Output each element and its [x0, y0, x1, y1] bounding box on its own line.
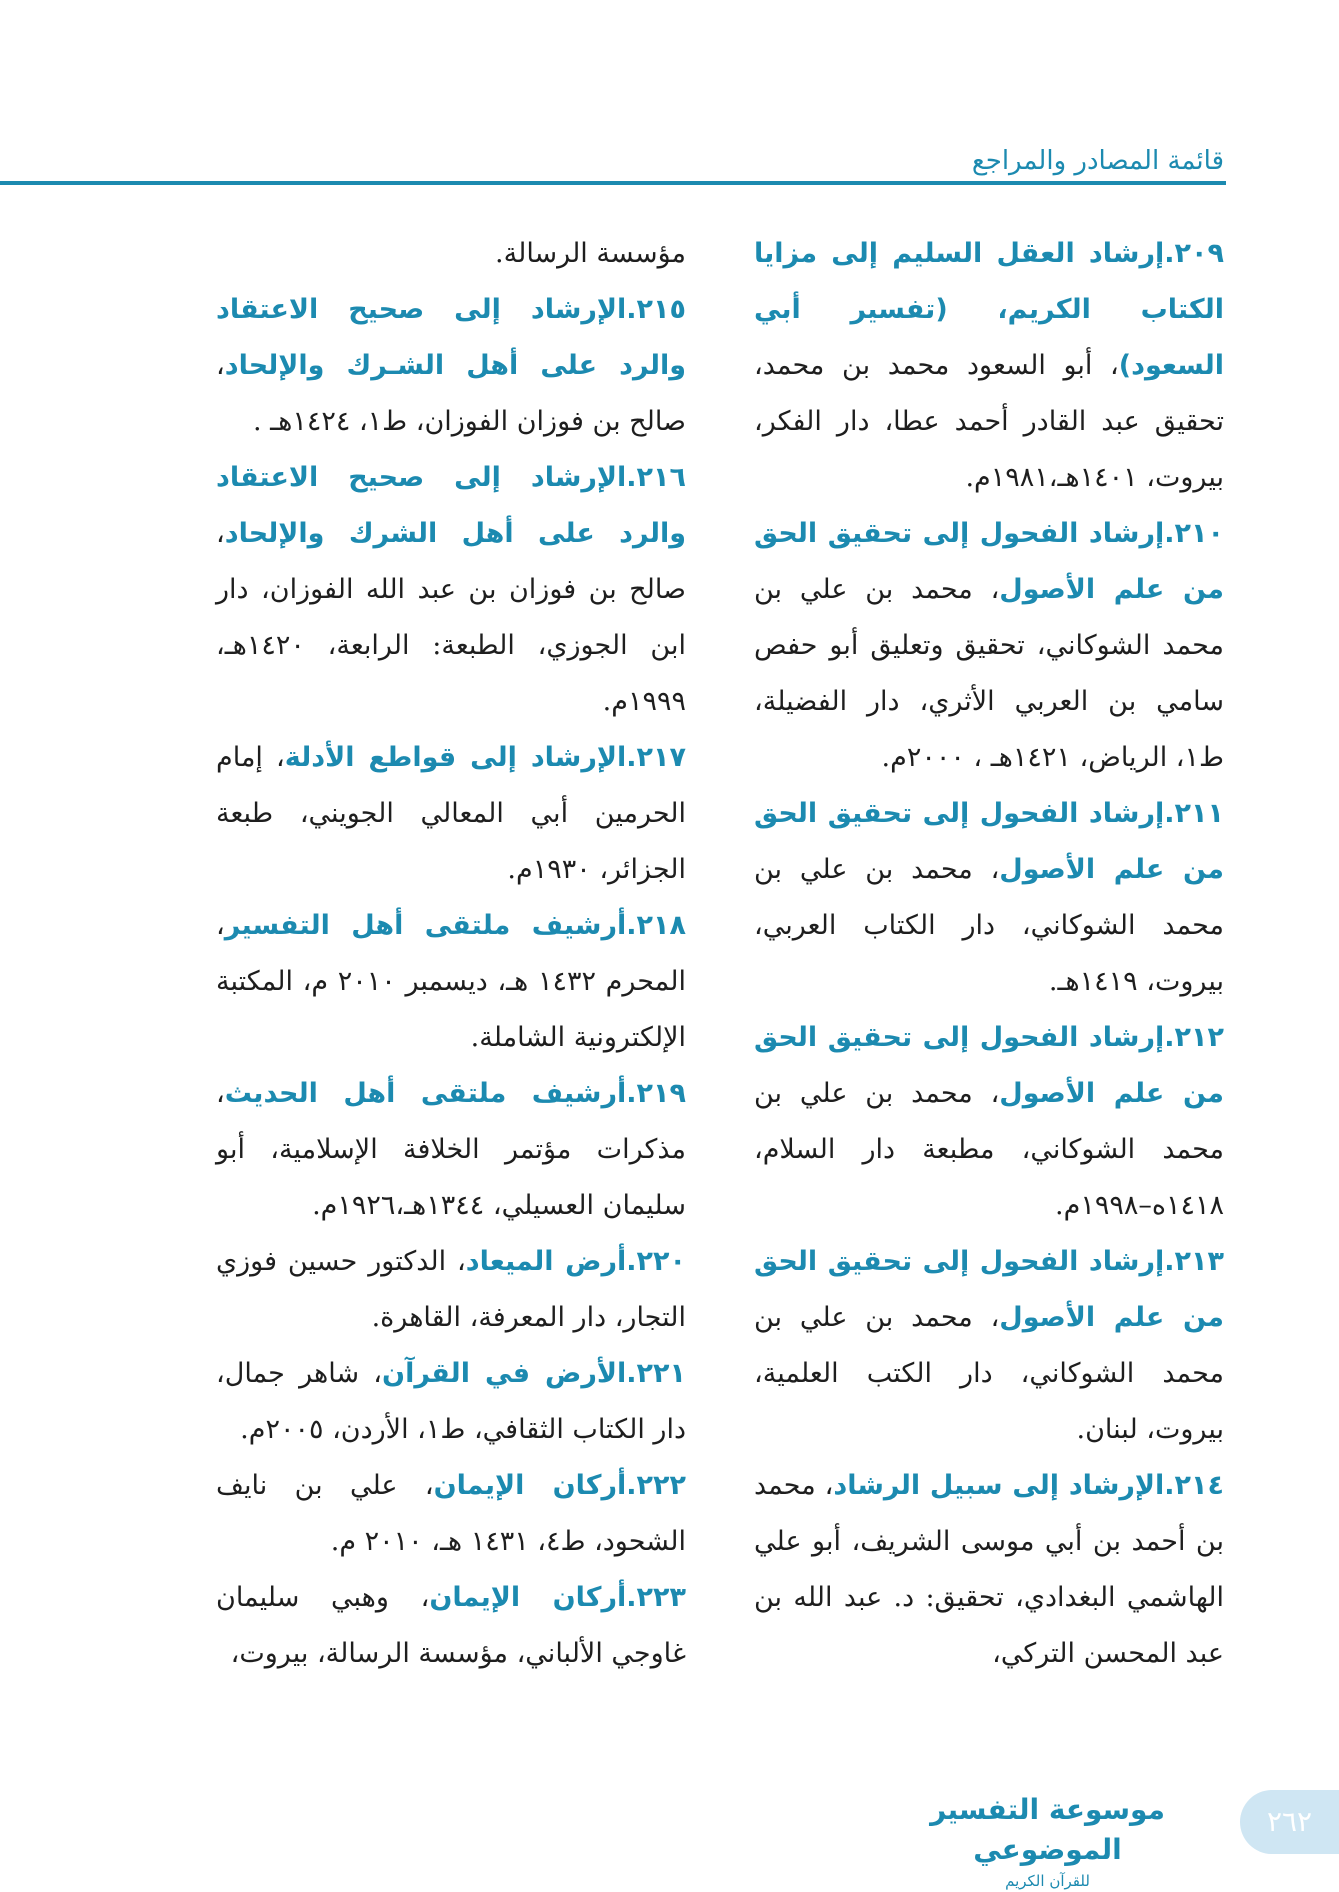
page-number-badge: ٢٦٢	[1240, 1790, 1339, 1854]
reference-number: ٢١١.	[1164, 798, 1224, 829]
reference-details: ، محمد بن علي بن محمد الشوكاني، دار الكتاب العربي، بيروت، ١٤١٩هـ.	[754, 854, 1224, 997]
reference-title: أركان الإيمان	[429, 1582, 627, 1613]
reference-number: ٢٢١.	[626, 1358, 686, 1389]
reference-entry	[216, 1458, 686, 1570]
reference-details: ، محمد بن علي بن محمد الشوكاني، تحقيق وتعليق أبو حفص سامي بن العربي الأثري، دار الفضيلة، ط١، الرياض، ١٤٢١هـ ، ٢٠٠٠م.	[754, 574, 1224, 773]
reference-number: ٢٠٩.	[1164, 238, 1224, 269]
reference-details: ، علي بن نايف الشحود، ط٤، ١٤٣١ هـ، ٢٠١٠ م.	[216, 1470, 686, 1557]
reference-details: ، إمام الحرمين أبي المعالي الجويني، طبعة الجزائر، ١٩٣٠م.	[216, 742, 686, 885]
reference-details: ، أبو السعود محمد بن محمد، تحقيق عبد القادر أحمد عطا، دار الفكر، بيروت، ١٤٠١هـ،١٩٨١م.	[754, 350, 1224, 493]
reference-details: ، مذكرات مؤتمر الخلافة الإسلامية، أبو سليمان العسيلي، ١٣٤٤هـ،١٩٢٦م.	[216, 1078, 686, 1221]
reference-details: ، وهبي سليمان غاوجي الألباني، مؤسسة الرسالة، بيروت،	[216, 1582, 686, 1669]
reference-number: ٢٢٢.	[626, 1470, 686, 1501]
reference-details: ، محمد بن أحمد بن أبي موسى الشريف، أبو علي الهاشمي البغدادي، تحقيق: د. عبد الله بن عبد المحسن التركي،	[754, 1470, 1224, 1669]
reference-title: إرشاد العقل السليم إلى مزايا الكتاب الكريم، (تفسير أبي السعود)	[754, 238, 1224, 381]
reference-number: ٢١٠.	[1164, 518, 1224, 549]
encyclopedia-logo	[905, 1790, 1190, 1890]
header-rule	[0, 181, 1226, 185]
reference-entry	[754, 1010, 1224, 1234]
reference-entry	[216, 282, 686, 450]
reference-title: أرض الميعاد	[465, 1246, 627, 1277]
reference-number: ٢١٥.	[626, 294, 686, 325]
references-column-left	[216, 226, 686, 1682]
reference-entry-continued	[216, 226, 686, 282]
reference-entry	[754, 786, 1224, 1010]
references-column-right	[754, 226, 1224, 1682]
reference-entry	[216, 1346, 686, 1458]
reference-entry	[216, 450, 686, 730]
running-header-title: قائمة المصادر والمراجع	[971, 146, 1224, 176]
reference-entry	[216, 1570, 686, 1682]
reference-entry	[216, 898, 686, 1066]
reference-entry	[754, 1458, 1224, 1682]
reference-details: ، صالح بن فوزان الفوزان، ط١، ١٤٢٤هـ .	[216, 350, 686, 437]
reference-title: إرشاد الفحول إلى تحقيق الحق من علم الأصول	[754, 518, 1224, 605]
logo-subtitle: للقرآن الكريم	[1005, 1872, 1090, 1890]
reference-details: ، شاهر جمال، دار الكتاب الثقافي، ط١، الأردن، ٢٠٠٥م.	[216, 1358, 686, 1445]
reference-title: إرشاد الفحول إلى تحقيق الحق من علم الأصول	[754, 798, 1224, 885]
reference-number: ٢٢٠.	[626, 1246, 686, 1277]
reference-details: ، الدكتور حسين فوزي التجار، دار المعرفة، القاهرة.	[216, 1246, 686, 1333]
reference-title: إرشاد الفحول إلى تحقيق الحق من علم الأصول	[754, 1022, 1224, 1109]
reference-entry	[216, 730, 686, 898]
logo-title: موسوعة التفسير الموضوعي	[930, 1793, 1165, 1866]
reference-entry	[216, 1234, 686, 1346]
reference-title: الإرشاد إلى سبيل الرشاد	[833, 1470, 1165, 1501]
reference-number: ٢١٩.	[626, 1078, 686, 1109]
reference-title: أرشيف ملتقى أهل التفسير	[224, 910, 627, 941]
reference-entry	[216, 1066, 686, 1234]
reference-number: ٢١٣.	[1164, 1246, 1224, 1277]
reference-number: ٢٢٣.	[626, 1582, 686, 1613]
reference-number: ٢١٦.	[626, 462, 686, 493]
reference-title: الإرشاد إلى صحيح الاعتقاد والرد على أهل الشرك والإلحاد	[216, 462, 686, 549]
reference-title: الإرشاد إلى صحيح الاعتقاد والرد على أهل الشـرك والإلحاد	[216, 294, 686, 381]
reference-entry	[754, 506, 1224, 786]
reference-details: مؤسسة الرسالة.	[495, 238, 686, 269]
reference-number: ٢١٨.	[626, 910, 686, 941]
reference-number: ٢١٢.	[1164, 1022, 1224, 1053]
reference-title: أركان الإيمان	[433, 1470, 627, 1501]
reference-title: إرشاد الفحول إلى تحقيق الحق من علم الأصول	[754, 1246, 1224, 1333]
reference-entry	[754, 226, 1224, 506]
reference-details: ، محمد بن علي بن محمد الشوكاني، مطبعة دار السلام، ١٤١٨ه–١٩٩٨م.	[754, 1078, 1224, 1221]
reference-title: الأرض في القرآن	[382, 1358, 627, 1389]
reference-title: أرشيف ملتقى أهل الحديث	[224, 1078, 627, 1109]
reference-number: ٢١٧.	[626, 742, 686, 773]
reference-details: ، المحرم ١٤٣٢ هـ، ديسمبر ٢٠١٠ م، المكتبة الإلكترونية الشاملة.	[216, 910, 686, 1053]
reference-details: ، صالح بن فوزان بن عبد الله الفوزان، دار ابن الجوزي، الطبعة: الرابعة، ١٤٢٠هـ، ١٩٩٩م.	[216, 518, 686, 717]
reference-title: الإرشاد إلى قواطع الأدلة	[284, 742, 627, 773]
reference-details: ، محمد بن علي بن محمد الشوكاني، دار الكتب العلمية، بيروت، لبنان.	[754, 1302, 1224, 1445]
reference-number: ٢١٤.	[1164, 1470, 1224, 1501]
reference-entry	[754, 1234, 1224, 1458]
